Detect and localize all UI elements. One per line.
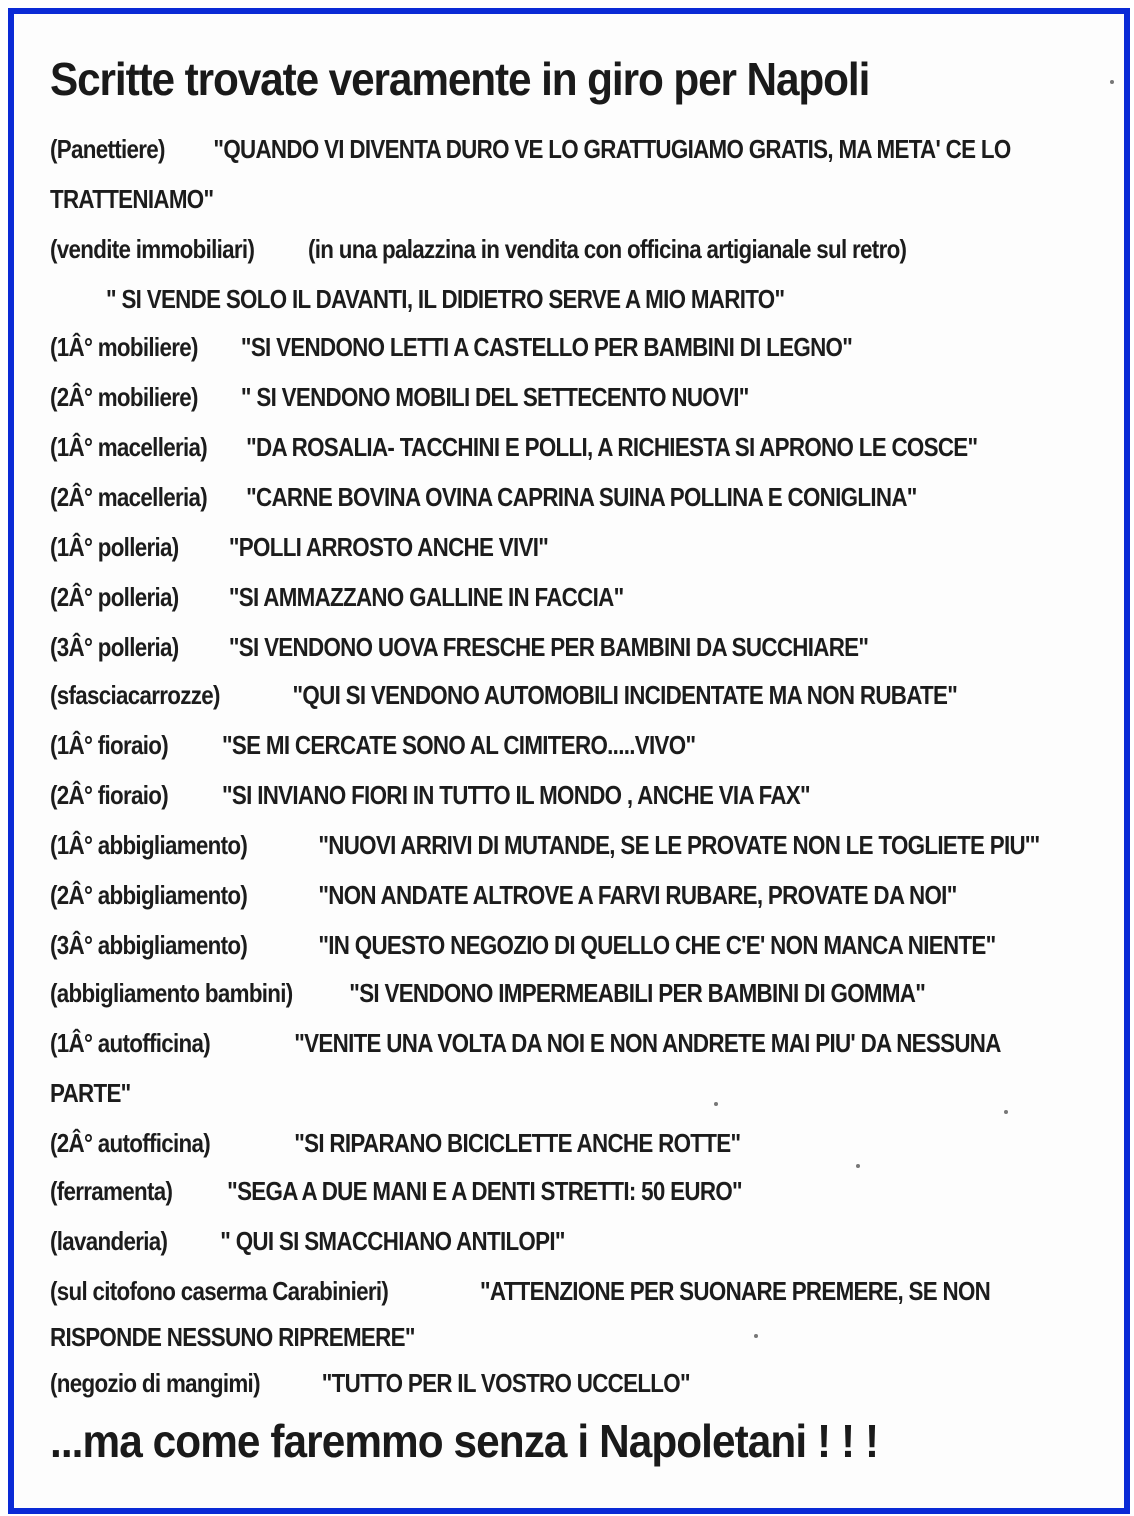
sign-text: " QUI SI SMACCHIANO ANTILOPI" [220, 1226, 565, 1256]
scan-speck [856, 1164, 860, 1168]
shop-label: (2Â° polleria) [50, 582, 179, 612]
entry-line [106, 284, 784, 315]
entry-line [50, 332, 852, 363]
entry-line [50, 1276, 990, 1307]
entry-line [50, 930, 996, 961]
sign-text: "VENITE UNA VOLTA DA NOI E NON ANDRETE MAI PIU' DA NESSUNA [294, 1028, 1001, 1058]
shop-label: (1Â° polleria) [50, 532, 179, 562]
sign-text: "SI RIPARANO BICICLETTE ANCHE ROTTE" [294, 1128, 741, 1158]
shop-label: (negozio di mangimi) [50, 1368, 260, 1398]
sign-text: "SE MI CERCATE SONO AL CIMITERO.....VIVO" [222, 730, 696, 760]
entry-line [50, 1226, 565, 1257]
sign-text: "SI VENDONO UOVA FRESCHE PER BAMBINI DA SUCCHIARE" [228, 632, 869, 662]
shop-label: (3Â° polleria) [50, 632, 179, 662]
sign-text: (in una palazzina in vendita con officina artigianale sul retro) [308, 234, 907, 264]
shop-label: (ferramenta) [50, 1176, 173, 1206]
shop-label: (3Â° abbigliamento) [50, 930, 248, 960]
sign-text: "CARNE BOVINA OVINA CAPRINA SUINA POLLINA E CONIGLINA" [246, 482, 917, 512]
entry-line [50, 978, 925, 1009]
entry-line [50, 730, 695, 761]
shop-label: (sul citofono caserma Carabinieri) [50, 1276, 389, 1306]
sign-text: "SI VENDONO LETTI A CASTELLO PER BAMBINI DI LEGNO" [240, 332, 853, 362]
entry-line [50, 1078, 131, 1109]
entry-line [50, 184, 213, 215]
entry-line [50, 1368, 690, 1399]
sign-text: "POLLI ARROSTO ANCHE VIVI" [228, 532, 549, 562]
document-page [14, 14, 1124, 1508]
sign-text: "NUOVI ARRIVI DI MUTANDE, SE LE PROVATE NON LE TOGLIETE PIU'" [318, 830, 1040, 860]
shop-label: (2Â° abbigliamento) [50, 880, 248, 910]
entry-line [50, 680, 957, 711]
shop-label: (1Â° macelleria) [50, 432, 208, 462]
sign-text: PARTE" [50, 1078, 131, 1108]
sign-text: TRATTENIAMO" [50, 184, 214, 214]
sign-text: " SI VENDONO MOBILI DEL SETTECENTO NUOVI" [240, 382, 749, 412]
scan-speck [754, 1334, 758, 1338]
entry-line [50, 482, 917, 513]
shop-label: (sfasciacarrozze) [50, 680, 220, 710]
entry-line [50, 632, 868, 663]
scan-speck [714, 1102, 718, 1106]
footer-tagline: ...ma come faremmo senza i Napoletani ! ! ! [50, 1415, 879, 1467]
entry-line [50, 1028, 1001, 1059]
sign-text: "DA ROSALIA- TACCHINI E POLLI, A RICHIESTA SI APRONO LE COSCE" [246, 432, 978, 462]
entry-line [50, 830, 1040, 861]
entry-line [50, 234, 906, 265]
shop-label: (2Â° macelleria) [50, 482, 208, 512]
shop-label: (1Â° mobiliere) [50, 332, 198, 362]
entry-line [50, 532, 548, 563]
sign-text: " SI VENDE SOLO IL DAVANTI, IL DIDIETRO SERVE A MIO MARITO" [106, 284, 785, 314]
shop-label: (vendite immobiliari) [50, 234, 255, 264]
scan-speck [1004, 1110, 1008, 1114]
shop-label: (2Â° autofficina) [50, 1128, 210, 1158]
shop-label: (2Â° mobiliere) [50, 382, 198, 412]
sign-text: "IN QUESTO NEGOZIO DI QUELLO CHE C'E' NON MANCA NIENTE" [318, 930, 996, 960]
entry-line [50, 1128, 740, 1159]
shop-label: (2Â° fioraio) [50, 780, 169, 810]
entry-line [50, 880, 957, 911]
shop-label: (abbigliamento bambini) [50, 978, 293, 1008]
page-title: Scritte trovate veramente in giro per Napoli [50, 53, 870, 105]
entry-line [50, 134, 1011, 165]
entry-line [50, 432, 977, 463]
scan-speck [1110, 80, 1114, 84]
document-frame [8, 8, 1130, 1514]
sign-text: "QUI SI VENDONO AUTOMOBILI INCIDENTATE MA NON RUBATE" [292, 680, 958, 710]
entry-line [50, 1176, 742, 1207]
shop-label: (1Â° autofficina) [50, 1028, 210, 1058]
shop-label: (lavanderia) [50, 1226, 168, 1256]
sign-text: "SI AMMAZZANO GALLINE IN FACCIA" [228, 582, 624, 612]
sign-text: "SI VENDONO IMPERMEABILI PER BAMBINI DI GOMMA" [349, 978, 926, 1008]
sign-text: "SEGA A DUE MANI E A DENTI STRETTI: 50 EURO" [227, 1176, 742, 1206]
entry-line [50, 1322, 415, 1353]
shop-label: (1Â° fioraio) [50, 730, 169, 760]
sign-text: "SI INVIANO FIORI IN TUTTO IL MONDO , ANCHE VIA FAX" [222, 780, 810, 810]
entry-line [50, 780, 810, 811]
shop-label: (1Â° abbigliamento) [50, 830, 248, 860]
sign-text: RISPONDE NESSUNO RIPREMERE" [50, 1322, 415, 1352]
sign-text: "TUTTO PER IL VOSTRO UCCELLO" [321, 1368, 690, 1398]
shop-label: (Panettiere) [50, 134, 165, 164]
sign-text: "QUANDO VI DIVENTA DURO VE LO GRATTUGIAMO GRATIS, MA META' CE LO [213, 134, 1011, 164]
sign-text: "NON ANDATE ALTROVE A FARVI RUBARE, PROVATE DA NOI" [318, 880, 957, 910]
entry-line [50, 582, 623, 613]
entry-line [50, 382, 749, 413]
sign-text: "ATTENZIONE PER SUONARE PREMERE, SE NON [480, 1276, 991, 1306]
